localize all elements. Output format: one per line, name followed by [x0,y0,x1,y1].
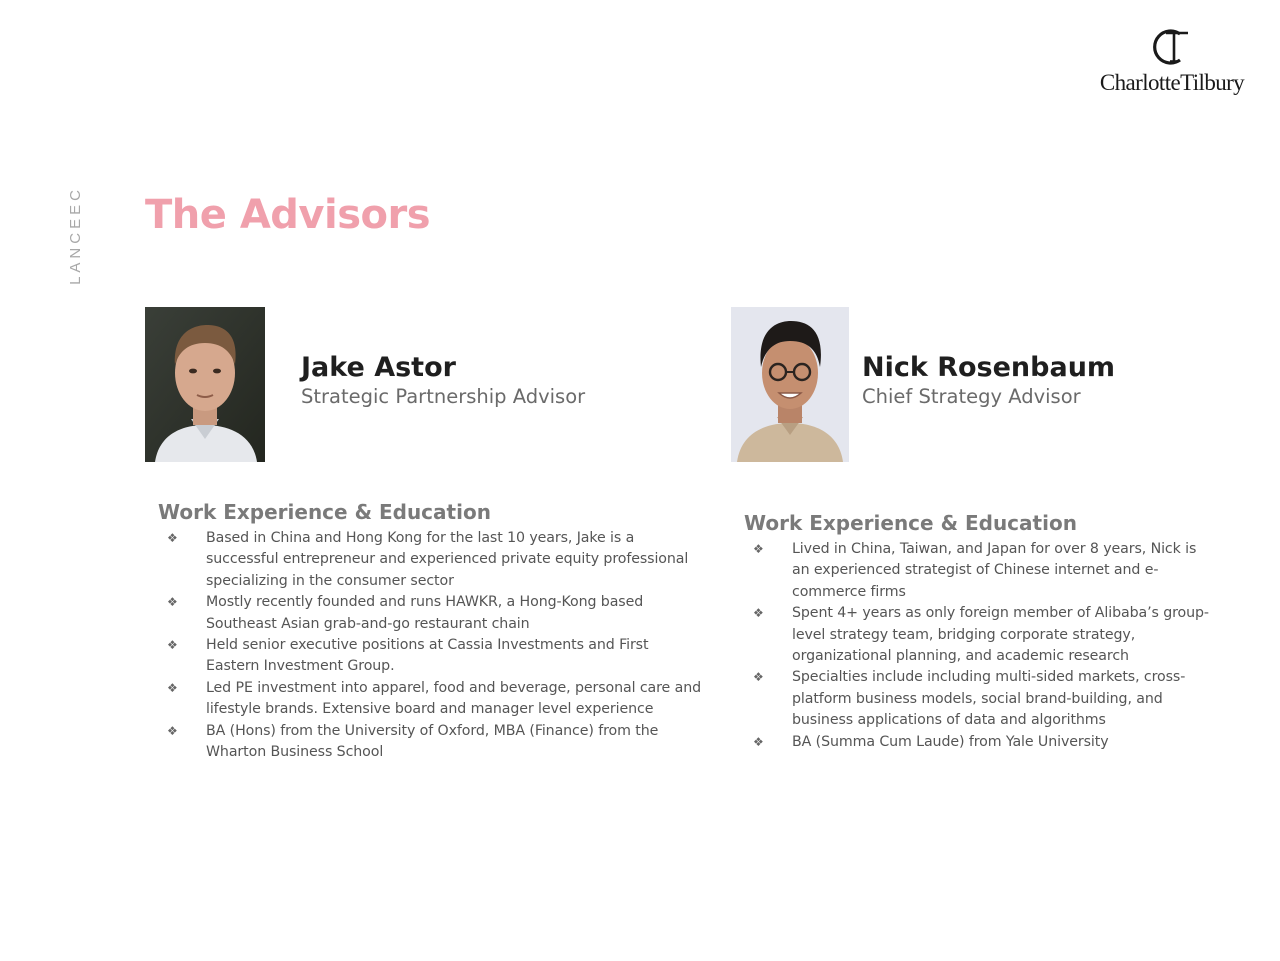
page-title: The Advisors [145,192,431,238]
experience-list [158,528,703,763]
experience-section [158,500,703,763]
side-label [63,185,87,285]
diamond-bullet-icon: ❖ [753,670,764,685]
section-heading: Work Experience & Education [744,511,1077,535]
diamond-bullet-icon: ❖ [753,734,764,749]
advisor-name: Jake Astor [301,352,456,383]
advisor-photo [145,307,265,462]
list-item: ❖ Lived in China, Taiwan, and Japan for over 8 years, Nick is an experienced strategist of Chinese internet and e-commerce firms [753,541,1197,600]
advisor-name: Nick Rosenbaum [862,352,1116,383]
list-item: ❖ Based in China and Hong Kong for the last 10 years, Jake is a successful entrepreneur and experienced private equity professional specializing in the consumer sector [167,530,689,589]
diamond-bullet-icon: ❖ [167,723,178,738]
diamond-bullet-icon: ❖ [167,531,178,545]
diamond-bullet-icon: ❖ [167,680,178,695]
section-heading: Work Experience & Education [158,500,491,524]
list-item: ❖ BA (Summa Cum Laude) from Yale University [744,732,1214,753]
advisor-role: Strategic Partnership Advisor [301,385,586,408]
list-item: ❖ Led PE investment into apparel, food and beverage, personal care and lifestyle brands. Extensive board and manager level experience [167,679,701,718]
list-item: ❖ Spent 4+ years as only foreign member of Alibaba’s group-level strategy team, bridging corporate strategy, organizational planning, and academic research [753,605,1209,665]
diamond-bullet-icon: ❖ [167,595,178,610]
list-item: ❖ BA (Hons) from the University of Oxford, MBA (Finance) from the Wharton Business School [167,722,659,761]
experience-section [744,511,1214,753]
brand-logo [1092,26,1252,96]
diamond-bullet-icon: ❖ [167,638,178,653]
side-label-text: LANCEEC [66,185,84,285]
list-item: ❖ Specialties include including multi-sided markets, cross-platform business models, social brand-building, and business applications of data and algorithms [753,669,1186,729]
experience-list [744,539,1214,753]
diamond-bullet-icon: ❖ [753,606,764,621]
advisor-role: Chief Strategy Advisor [862,385,1081,408]
list-item: ❖ Mostly recently founded and runs HAWKR, a Hong-Kong based Southeast Asian grab-and-go restaurant chain [167,594,644,632]
advisor-photo [731,307,849,462]
logo-wordmark: CharlotteTilbury [1099,70,1245,95]
list-item: ❖ Held senior executive positions at Cassia Investments and First Eastern Investment Group. [167,637,649,675]
logo-monogram-icon [1150,26,1194,68]
diamond-bullet-icon: ❖ [753,542,764,556]
